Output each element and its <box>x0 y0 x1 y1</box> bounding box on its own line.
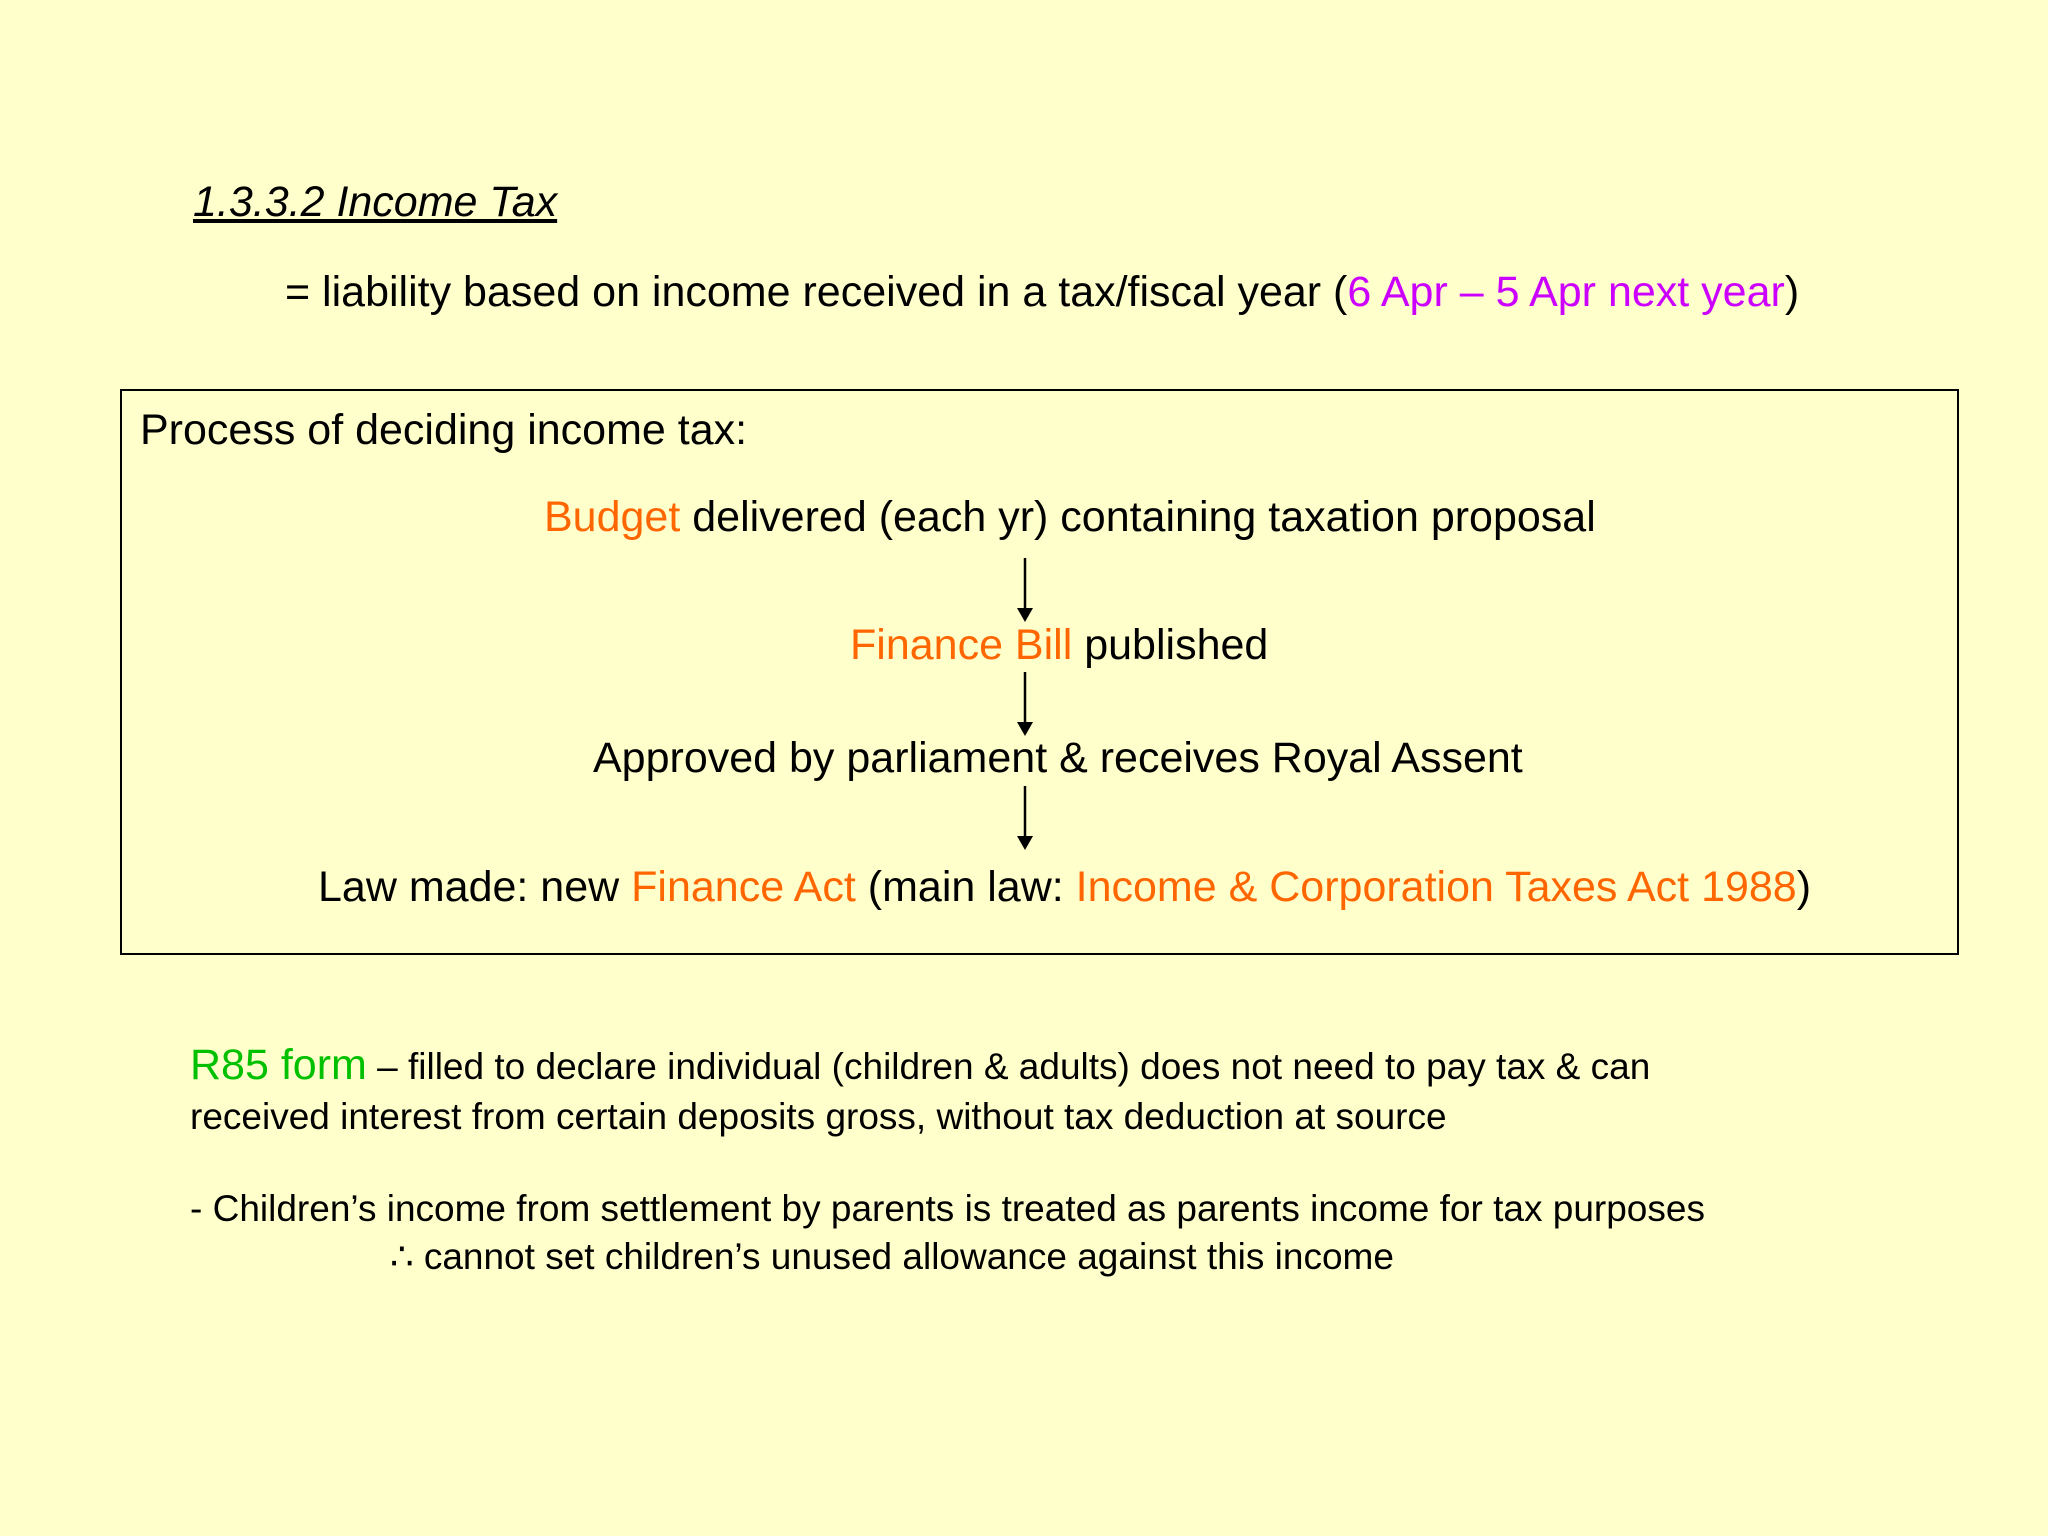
definition-suffix: ) <box>1784 268 1800 316</box>
process-title: Process of deciding income tax: <box>140 406 748 454</box>
children-income-note <box>190 1185 1705 1281</box>
down-arrow-icon <box>1014 786 1036 852</box>
r85-line-2: received interest from certain deposits gross, without tax deduction at source <box>190 1096 1447 1137</box>
down-arrow-icon <box>1014 558 1036 624</box>
finance-bill-text: published <box>1072 621 1269 669</box>
r85-note <box>190 1040 1650 1142</box>
finance-act-term: Finance Act <box>631 863 856 911</box>
budget-term: Budget <box>544 493 681 541</box>
budget-text: delivered (each yr) containing taxation proposal <box>680 493 1596 541</box>
definition-prefix: = liability based on income received in a tax/fiscal year ( <box>285 268 1348 316</box>
finance-bill-term: Finance Bill <box>850 621 1073 669</box>
icta-1988-term: Income & Corporation Taxes Act 1988 <box>1075 863 1797 911</box>
r85-dash: – <box>366 1046 408 1087</box>
therefore-icon: ∴ <box>390 1236 414 1277</box>
process-step-finance-bill <box>850 621 1268 670</box>
law-middle: (main law: <box>855 863 1076 911</box>
children-text-2: cannot set children’s unused allowance against this income <box>413 1236 1394 1277</box>
process-step-royal-assent: Approved by parliament & receives Royal Assent <box>593 734 1523 782</box>
tax-year-period: 6 Apr – 5 Apr next year <box>1347 268 1785 316</box>
section-heading: 1.3.3.2 Income Tax <box>193 178 558 226</box>
r85-term: R85 form <box>190 1041 367 1089</box>
law-prefix: Law made: new <box>318 863 632 911</box>
process-step-budget <box>544 493 1596 542</box>
r85-text-1: filled to declare individual (children & adults) does not need to pay tax & can <box>407 1046 1651 1087</box>
down-arrow-icon <box>1014 672 1036 738</box>
law-suffix: ) <box>1796 863 1812 911</box>
children-line-2 <box>190 1233 1705 1281</box>
r85-line-1 <box>190 1040 1650 1092</box>
process-step-law-made <box>318 863 1811 912</box>
children-line-1: - Children’s income from settlement by parents is treated as parents income for tax purposes <box>190 1188 1705 1229</box>
income-tax-definition <box>285 268 1799 317</box>
